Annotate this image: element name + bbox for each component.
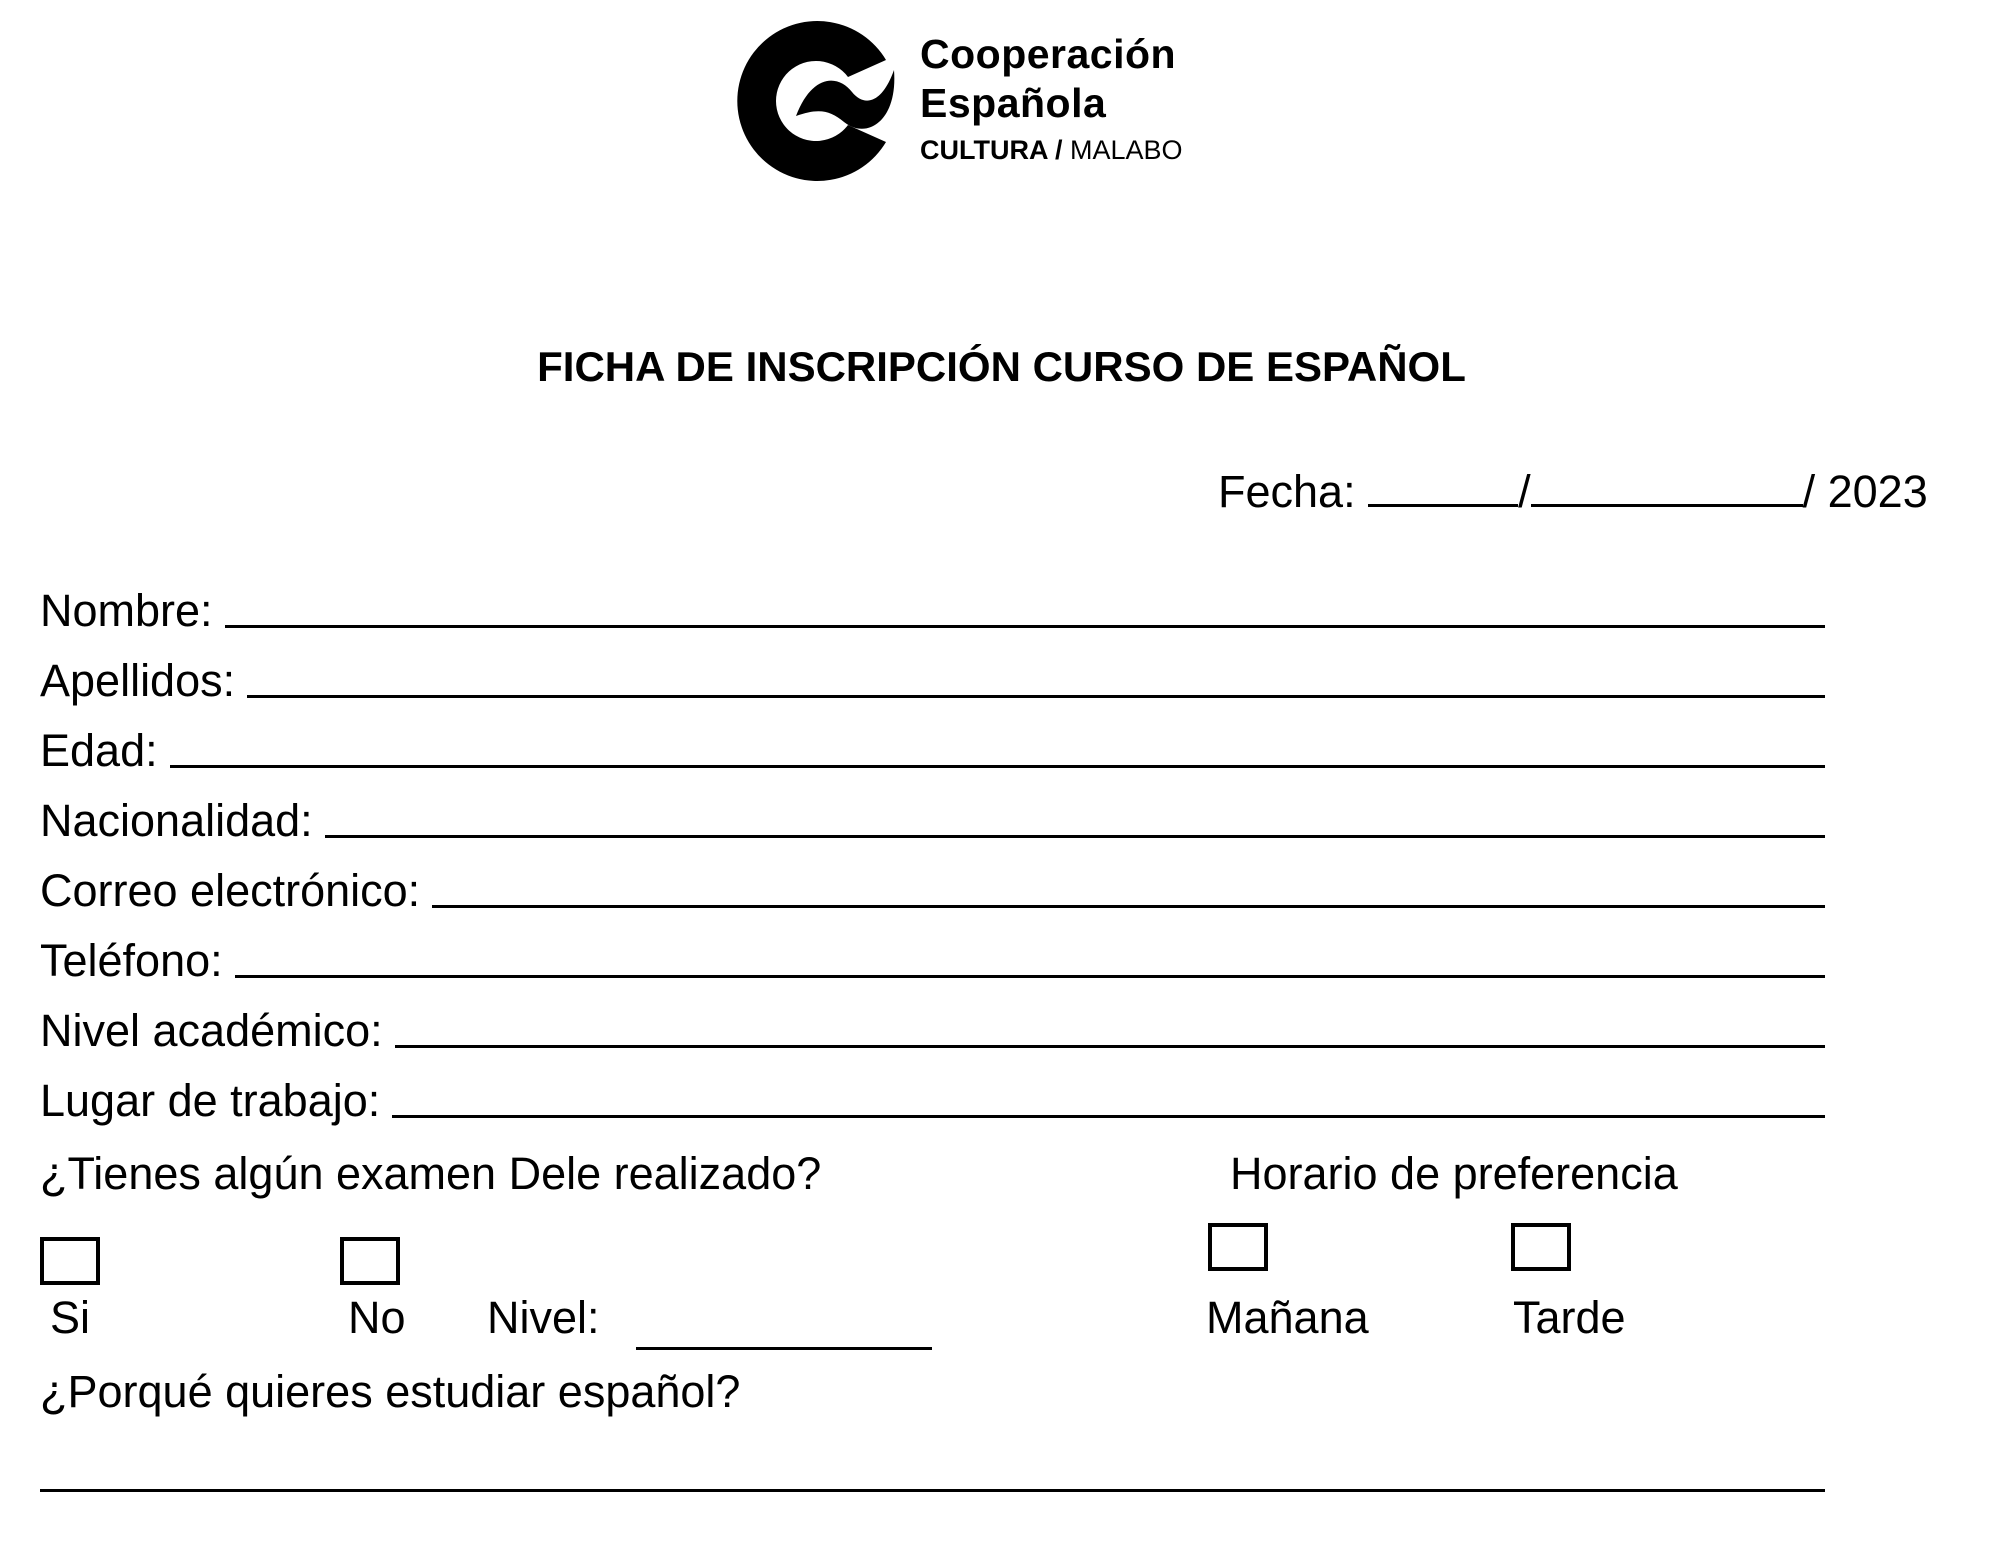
logo-cultura: CULTURA / — [920, 135, 1063, 165]
nivel-academico-label: Nivel académico: — [40, 1005, 383, 1056]
apellidos-field[interactable] — [40, 655, 1825, 707]
dele-nivel-label: Nivel: — [487, 1292, 600, 1343]
horario-label: Horario de preferencia — [1230, 1148, 1678, 1199]
correo-field[interactable] — [40, 865, 1825, 917]
fecha-month-blank[interactable] — [1531, 474, 1803, 507]
horario-tarde-checkbox[interactable] — [1511, 1223, 1571, 1271]
telefono-input-line[interactable] — [235, 975, 1825, 978]
dele-si-label: Si — [50, 1292, 91, 1343]
page-title: FICHA DE INSCRIPCIÓN CURSO DE ESPAÑOL — [537, 343, 1466, 390]
fecha-year: / 2023 — [1802, 466, 1928, 517]
nacionalidad-input-line[interactable] — [325, 835, 1825, 838]
nombre-field[interactable] — [40, 585, 1825, 637]
fecha-label: Fecha: — [1218, 466, 1356, 517]
apellidos-label: Apellidos: — [40, 655, 236, 706]
nivel-academico-field[interactable] — [40, 1005, 1825, 1057]
dele-nivel-input-line[interactable] — [636, 1347, 932, 1350]
nivel-academico-input-line[interactable] — [395, 1045, 1825, 1048]
horario-manana-checkbox[interactable] — [1208, 1223, 1268, 1271]
logo-line-3 — [920, 130, 1183, 170]
telefono-label: Teléfono: — [40, 935, 223, 986]
why-answer-line[interactable] — [40, 1489, 1825, 1492]
nacionalidad-label: Nacionalidad: — [40, 795, 313, 846]
correo-label: Correo electrónico: — [40, 865, 421, 916]
edad-input-line[interactable] — [170, 765, 1825, 768]
nombre-label: Nombre: — [40, 585, 213, 636]
fecha-sep-1: / — [1518, 466, 1531, 517]
logo-line-2: Española — [920, 80, 1107, 126]
correo-input-line[interactable] — [432, 905, 1825, 908]
nacionalidad-field[interactable] — [40, 795, 1825, 847]
fecha-field[interactable] — [1218, 466, 1928, 518]
logo-malabo: MALABO — [1070, 135, 1183, 165]
nombre-input-line[interactable] — [225, 625, 1825, 628]
why-question: ¿Porqué quieres estudiar español? — [40, 1366, 741, 1417]
edad-field[interactable] — [40, 725, 1825, 777]
apellidos-input-line[interactable] — [247, 695, 1825, 698]
lugar-trabajo-label: Lugar de trabajo: — [40, 1075, 381, 1126]
logo-line-1: Cooperación — [920, 31, 1177, 77]
horario-manana-label: Mañana — [1206, 1292, 1369, 1343]
logo-wordmark — [920, 30, 1183, 170]
telefono-field[interactable] — [40, 935, 1825, 987]
dele-no-label: No — [348, 1292, 406, 1343]
cooperacion-espanola-logo-icon — [726, 12, 904, 190]
lugar-trabajo-field[interactable] — [40, 1075, 1825, 1127]
dele-no-checkbox[interactable] — [340, 1237, 400, 1285]
fecha-day-blank[interactable] — [1368, 474, 1518, 507]
dele-si-checkbox[interactable] — [40, 1237, 100, 1285]
lugar-trabajo-input-line[interactable] — [392, 1115, 1825, 1118]
dele-question: ¿Tienes algún examen Dele realizado? — [40, 1148, 822, 1199]
edad-label: Edad: — [40, 725, 158, 776]
horario-tarde-label: Tarde — [1513, 1292, 1626, 1343]
